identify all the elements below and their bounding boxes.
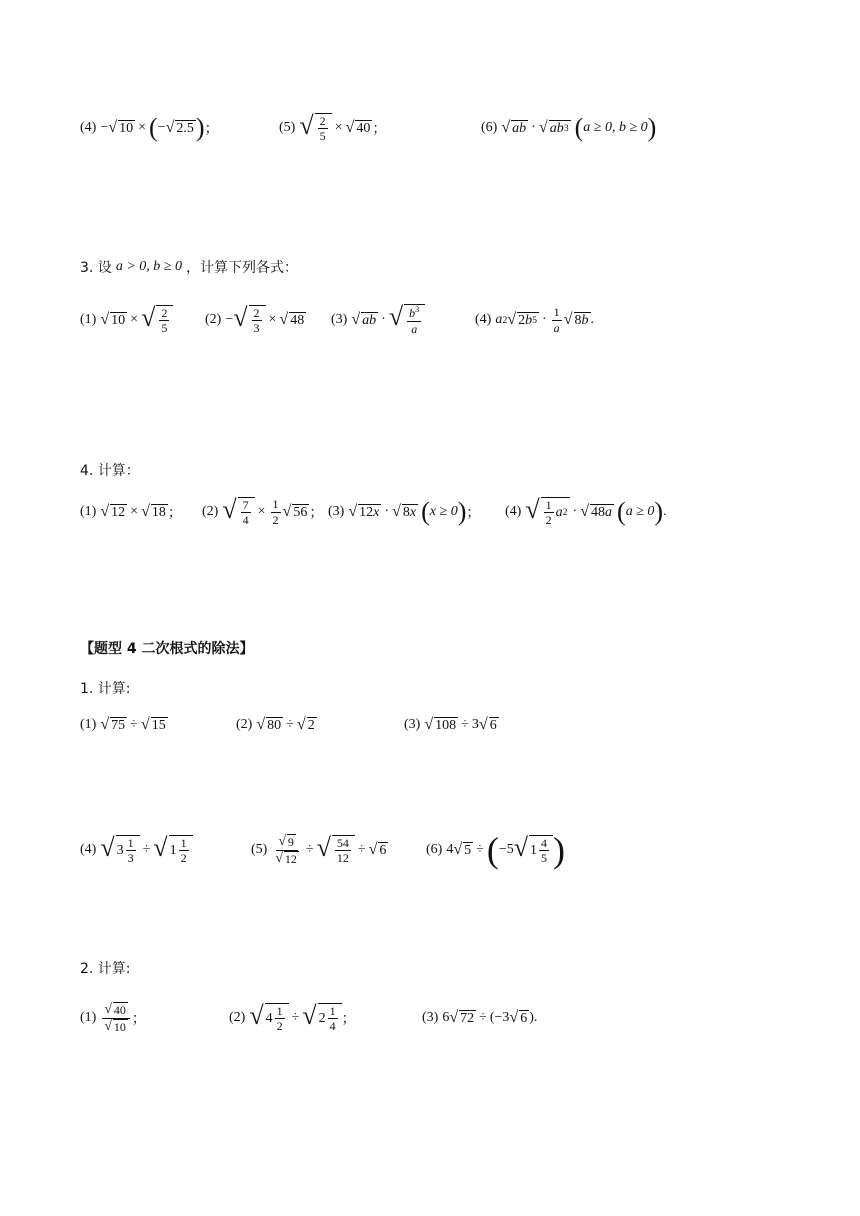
math-expression: − √ $\frac{2}{3}$ × √ 48 bbox=[225, 302, 305, 335]
problem-label: (3) bbox=[404, 717, 421, 732]
problem-label: (2) bbox=[202, 504, 219, 519]
problem-label: (4) bbox=[80, 120, 97, 135]
problem-q4-2 bbox=[202, 490, 323, 534]
problem-row-q3 bbox=[0, 298, 860, 338]
problem-label: (4) bbox=[505, 504, 522, 519]
question-title: 2. 计算: bbox=[80, 961, 131, 977]
problem-label: (4) bbox=[475, 312, 492, 327]
problem-label: (4) bbox=[80, 842, 97, 857]
math-expression: 4 √ 5 ÷ ( −5 √ 1 $\frac{4}{5}$ ) bbox=[446, 830, 566, 870]
math-expression: 6 √ 72 ÷ (−3 √ 6 ). bbox=[442, 1008, 538, 1026]
section-question-2-title bbox=[80, 958, 131, 978]
problem-s1-4 bbox=[80, 826, 193, 874]
problem-row-s2 bbox=[0, 994, 860, 1034]
question-title: 3. 设 bbox=[80, 260, 112, 276]
math-expression: √ ab · √ ab 3 ( a ≥ 0, b ≥ 0 ) bbox=[501, 113, 657, 142]
question-title-tail: ，计算下列各式： bbox=[185, 260, 298, 276]
problem-label: (3) bbox=[422, 1010, 439, 1025]
problem-q3-1 bbox=[80, 298, 173, 342]
question-4-title bbox=[80, 460, 140, 480]
problem-q2-5 bbox=[279, 108, 386, 148]
math-expression: − √ 10 × ( − √ 2.5 ) ； bbox=[100, 113, 219, 142]
math-expression: √ 4 $\frac{1}{2}$ ÷ √ 2 $\frac{1}{4}$ ； bbox=[249, 1000, 356, 1033]
question-3-title bbox=[80, 257, 298, 277]
problem-label: (3) bbox=[331, 312, 348, 327]
math-expression: √ 80 ÷ √ 2 bbox=[256, 715, 315, 733]
problem-s1-3 bbox=[404, 705, 499, 745]
problem-q4-4 bbox=[505, 490, 667, 534]
problem-label: (2) bbox=[229, 1010, 246, 1025]
problem-s1-2 bbox=[236, 705, 317, 745]
math-expression: √ 10 × √ $\frac{2}{5}$ bbox=[100, 305, 173, 336]
condition: a > 0, b ≥ 0 bbox=[115, 259, 182, 274]
problem-label: (3) bbox=[328, 504, 345, 519]
problem-row-s1-b bbox=[0, 826, 860, 870]
problem-s1-1 bbox=[80, 705, 168, 745]
math-expression: √ $\frac{2}{5}$ × √ 40 ； bbox=[299, 110, 387, 143]
problem-label: (2) bbox=[236, 717, 253, 732]
problem-label: (6) bbox=[481, 120, 498, 135]
problem-s1-6 bbox=[426, 826, 565, 874]
problem-q3-3 bbox=[331, 298, 425, 342]
section-heading: 【题型 4 二次根式的除法】 bbox=[80, 641, 254, 657]
problem-s1-5 bbox=[251, 826, 388, 874]
problem-label: (1) bbox=[80, 504, 97, 519]
math-expression: √ 12 x · √ 8 x ( x ≥ 0 ) ； bbox=[348, 497, 481, 526]
problem-label: (2) bbox=[205, 312, 222, 327]
problem-q4-1 bbox=[80, 490, 182, 534]
condition: x ≥ 0 bbox=[429, 504, 458, 519]
question-title: 1. 计算: bbox=[80, 681, 131, 697]
problem-label: (1) bbox=[80, 1010, 97, 1025]
math-expression: √ 108 ÷ 3 √ 6 bbox=[424, 715, 497, 733]
section-question-1-title bbox=[80, 678, 131, 698]
problem-row-s1-a bbox=[0, 705, 860, 745]
problem-s2-2 bbox=[229, 994, 356, 1042]
problem-q3-4 bbox=[475, 298, 594, 342]
problem-label: (6) bbox=[426, 842, 443, 857]
math-expression: √ $\frac{7}{4}$ × $\frac{1}{2}$ √ 56 ； bbox=[222, 494, 324, 527]
problem-s2-1 bbox=[80, 994, 146, 1042]
problem-row-q2-cont bbox=[0, 108, 860, 148]
problem-s2-3 bbox=[422, 994, 537, 1042]
math-expression: a 2 √ 2 b 5 · $\frac{1}{a}$ √ 8 b . bbox=[495, 305, 594, 335]
condition: a ≥ 0, b ≥ 0 bbox=[583, 120, 648, 135]
math-expression: √ 12 × √ 18 ； bbox=[100, 502, 182, 521]
math-expression: √ 40 √ 10 ； bbox=[104, 1001, 146, 1034]
problem-label: (5) bbox=[251, 842, 268, 857]
problem-q2-4 bbox=[80, 108, 219, 148]
problem-q2-6 bbox=[481, 108, 656, 148]
problem-label: (1) bbox=[80, 312, 97, 327]
condition: a ≥ 0 bbox=[625, 504, 655, 519]
math-expression: √ 9 √ 12 ÷ √ $\frac{54}{12}$ ÷ √ 6 bbox=[275, 832, 387, 866]
problem-label: (5) bbox=[279, 120, 296, 135]
problem-label: (1) bbox=[80, 717, 97, 732]
math-expression: √ 3 $\frac{1}{3}$ ÷ √ 1 $\frac{1}{2}$ bbox=[100, 835, 192, 866]
question-title: 4. 计算： bbox=[80, 463, 140, 479]
math-expression: √ $\frac{1}{2}$ a 2 · √ 48 a ( a ≥ 0 ) . bbox=[525, 494, 667, 527]
problem-q4-3 bbox=[328, 490, 480, 534]
math-expression: √ ab · √ $\frac{b^3}{a}$ bbox=[351, 304, 425, 336]
math-expression: √ 75 ÷ √ 15 bbox=[100, 715, 166, 733]
problem-row-q4 bbox=[0, 490, 860, 530]
problem-q3-2 bbox=[205, 298, 306, 342]
